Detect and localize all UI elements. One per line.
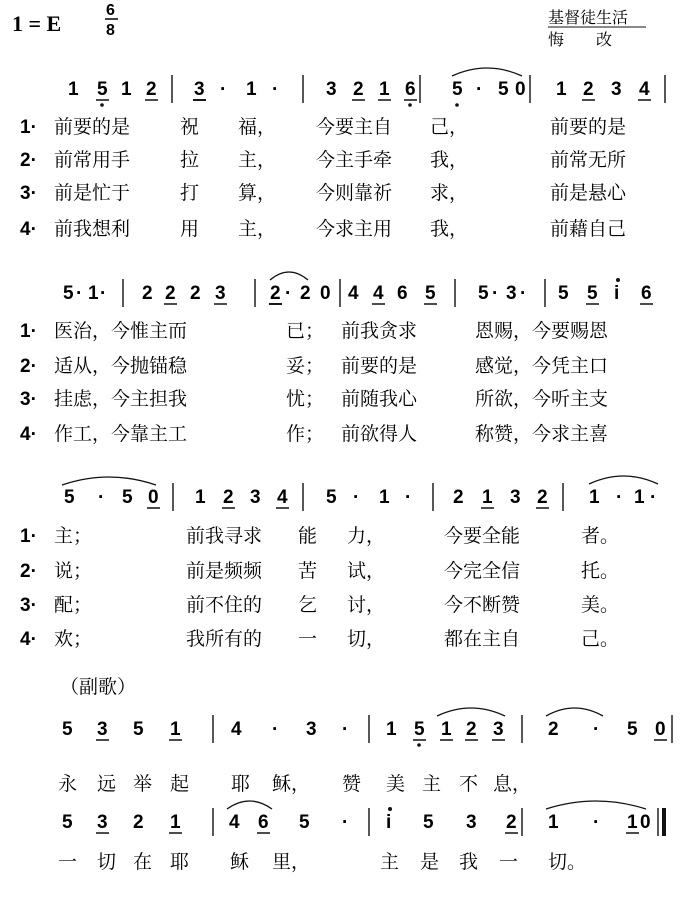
lyric-char: 起: [170, 773, 190, 795]
lyric-char: 赞: [342, 773, 362, 795]
note: 5: [425, 283, 436, 304]
lyric-char: 远: [97, 773, 117, 795]
lyric-segment: 我，: [430, 149, 469, 171]
note: 2: [223, 487, 234, 508]
note: 3: [306, 719, 317, 740]
note: ·: [405, 487, 412, 508]
verse-number: 1·: [20, 526, 37, 547]
lyric-segment: 力，: [347, 525, 386, 547]
lyric-segment: 医治，今惟主而: [54, 320, 188, 342]
note: 1: [634, 487, 645, 508]
note: ·: [100, 283, 107, 304]
note: 1: [170, 719, 181, 740]
lyric-segment: 切，: [347, 628, 386, 650]
verse-number: 4·: [20, 629, 37, 650]
lyric-segment: 前是忙于: [54, 182, 131, 204]
lyric-segment: 前不住的: [186, 594, 263, 616]
note: 1: [482, 487, 493, 508]
high-octave-dot: [616, 278, 620, 282]
lyric-segment: 前要的是: [341, 355, 418, 377]
low-octave-dot: [408, 103, 412, 107]
lyric-segment: 前是悬心: [550, 182, 627, 204]
lyric-segment: 今求主用: [316, 218, 393, 240]
lyric-segment: 称赞，今求主喜: [475, 423, 609, 445]
note: 5: [414, 719, 425, 740]
note: 2: [146, 79, 157, 100]
note: 3: [326, 79, 337, 100]
note: 2: [190, 283, 201, 304]
lyric-segment: 我，: [430, 218, 469, 240]
lyric-segment: 已；: [286, 320, 325, 342]
note: 0: [655, 719, 666, 740]
note: 5: [62, 812, 73, 833]
note: 1: [386, 719, 397, 740]
lyric-segment: 今主手牵: [316, 149, 393, 171]
note: ·: [616, 487, 623, 508]
lyric-segment: 前常无所: [550, 149, 627, 171]
note: 3: [611, 79, 622, 100]
lyric-segment: 前我想利: [54, 218, 131, 240]
lyric-segment: 恩赐，今要赐恩: [475, 320, 609, 342]
note: 1: [379, 79, 390, 100]
lyric-segment: 美。: [581, 594, 620, 616]
note: 4: [639, 79, 650, 100]
lyric-char: 稣: [230, 851, 250, 873]
note: 2: [165, 283, 176, 304]
notation-area: [20, 68, 672, 873]
note: 2: [142, 283, 153, 304]
meter-bottom: 8: [106, 22, 115, 39]
lyric-segment: 配；: [54, 594, 93, 616]
lyric-segment: 前藉自己: [550, 218, 627, 240]
note: 5: [97, 79, 108, 100]
note: 1: [441, 719, 452, 740]
note: 0: [640, 812, 651, 833]
lyric-segment: 者。: [581, 525, 620, 547]
lyric-segment: 能: [298, 525, 318, 547]
lyric-segment: 前要的是: [54, 116, 131, 138]
lyric-segment: 己，: [430, 116, 469, 138]
note: 1: [589, 487, 600, 508]
lyric-char: 主: [380, 851, 400, 873]
note: ·: [342, 812, 349, 833]
note: 5: [62, 719, 73, 740]
low-octave-dot: [100, 103, 104, 107]
verse-number: 3·: [20, 389, 37, 410]
note: 0: [320, 283, 331, 304]
meter-top: 6: [106, 2, 115, 19]
lyric-segment: 前我贪求: [341, 320, 418, 342]
lyric-char: 耶: [231, 773, 251, 795]
note: ·: [220, 79, 227, 100]
lyric-segment: 算，: [238, 182, 277, 204]
lyric-char: 永: [58, 773, 78, 795]
final-barline-thick: [662, 808, 666, 836]
lyric-segment: 主；: [54, 525, 93, 547]
slur: [270, 272, 308, 280]
lyric-segment: 挂虑，今主担我: [54, 388, 188, 410]
note: 5: [326, 487, 337, 508]
note: 5: [64, 487, 75, 508]
lyric-segment: 今要全能: [444, 525, 521, 547]
lyric-char: 不: [459, 773, 479, 795]
note: 5: [299, 812, 310, 833]
note: 3: [250, 487, 261, 508]
lyric-segment: 打: [180, 182, 200, 204]
lyric-segment: 福，: [238, 116, 277, 138]
note: ·: [76, 283, 83, 304]
verse-number: 4·: [20, 424, 37, 445]
verse-number: 2·: [20, 561, 37, 582]
note: 2: [270, 283, 281, 304]
lyric-segment: 作；: [286, 423, 325, 445]
lyric-segment: 作工，今靠主工: [54, 423, 188, 445]
note: 4: [231, 719, 242, 740]
note: ·: [650, 487, 657, 508]
note: 6: [397, 283, 408, 304]
lyric-segment: 都在主自: [444, 628, 521, 650]
note: 2: [353, 79, 364, 100]
lyric-segment: 前常用手: [54, 149, 131, 171]
slur: [227, 801, 272, 809]
note: 2: [583, 79, 594, 100]
note: 2: [133, 812, 144, 833]
note: 3: [194, 79, 205, 100]
lyric-segment: 欢；: [54, 628, 93, 650]
source-credit: 基督徒生活: [548, 8, 629, 27]
lyric-char: 切。: [548, 851, 587, 873]
lyric-segment: 拉: [180, 149, 200, 171]
note: 4: [229, 812, 240, 833]
lyric-segment: 己。: [581, 628, 620, 650]
note: 3: [466, 812, 477, 833]
note: 1: [170, 812, 181, 833]
verse-number: 1·: [20, 321, 37, 342]
note: 5: [133, 719, 144, 740]
lyric-segment: 前欲得人: [341, 423, 418, 445]
verse-number: 3·: [20, 183, 37, 204]
lyric-segment: 用: [180, 218, 200, 240]
slur: [546, 708, 603, 716]
note: ·: [353, 487, 360, 508]
lyric-segment: 忧；: [286, 388, 325, 410]
note: 2: [548, 719, 559, 740]
note: 2: [300, 283, 311, 304]
lyric-segment: 今则靠祈: [316, 182, 393, 204]
lyric-segment: 乞: [298, 594, 318, 616]
lyric-segment: 主，: [238, 149, 277, 171]
lyric-segment: 主，: [238, 218, 277, 240]
lyric-segment: 我所有的: [186, 628, 263, 650]
lyric-char: 耶: [170, 851, 190, 873]
high-octave-dot: [388, 807, 392, 811]
verse-number: 2·: [20, 150, 37, 171]
note: 6: [641, 283, 652, 304]
note: 2: [466, 719, 477, 740]
lyric-segment: 感觉，今凭主口: [475, 355, 609, 377]
note: 3: [97, 719, 108, 740]
note: 2: [453, 487, 464, 508]
low-octave-dot: [417, 743, 421, 747]
note: 1: [548, 812, 559, 833]
note: 5: [498, 79, 509, 100]
lyric-segment: 前要的是: [550, 116, 627, 138]
lyric-segment: 今要主自: [316, 116, 393, 138]
slur: [546, 801, 646, 809]
lyric-char: 切: [97, 851, 117, 873]
lyric-char: 稣，: [272, 773, 311, 795]
note: ·: [342, 719, 349, 740]
lyric-segment: 妥；: [286, 355, 325, 377]
lyric-segment: 前随我心: [341, 388, 418, 410]
verse-number: 1·: [20, 117, 37, 138]
lyric-segment: 说；: [54, 560, 93, 582]
note: 1: [195, 487, 206, 508]
lyric-segment: 祝: [180, 116, 200, 138]
lyric-segment: 托。: [581, 560, 620, 582]
note: 5: [122, 487, 133, 508]
note: i: [614, 283, 620, 304]
note: ·: [272, 79, 279, 100]
note: 2: [506, 812, 517, 833]
lyric-segment: 苦: [298, 560, 318, 582]
verse-number: 3·: [20, 595, 37, 616]
note: i: [386, 812, 392, 833]
low-octave-dot: [455, 103, 459, 107]
note: 1: [68, 79, 79, 100]
lyric-char: 一: [58, 851, 78, 873]
note: 0: [148, 487, 159, 508]
note: 3: [493, 719, 504, 740]
note: 6: [258, 812, 269, 833]
note: ·: [492, 283, 499, 304]
slur: [452, 68, 522, 76]
lyric-segment: 试，: [347, 560, 386, 582]
note: ·: [98, 487, 105, 508]
lyric-char: 在: [133, 851, 153, 873]
slur: [62, 477, 156, 485]
note: 1: [121, 79, 132, 100]
lyric-char: 主: [422, 773, 442, 795]
note: 5: [63, 283, 74, 304]
note: 3: [506, 283, 517, 304]
note: 1: [88, 283, 99, 304]
lyric-segment: 前是频频: [186, 560, 263, 582]
lyric-char: 里，: [272, 851, 311, 873]
key-signature: 1 = E: [12, 11, 62, 36]
note: 5: [423, 812, 434, 833]
note: 1: [627, 812, 638, 833]
note: 1: [556, 79, 567, 100]
lyric-segment: 今不断赞: [444, 594, 521, 616]
lyric-char: 一: [499, 851, 519, 873]
arranger-credit: 悔 改: [548, 30, 613, 49]
slur: [589, 476, 658, 484]
note: 0: [515, 79, 526, 100]
lyric-segment: 今完全信: [444, 560, 521, 582]
lyric-segment: 所欲，今听主支: [475, 388, 609, 410]
note: 4: [277, 487, 288, 508]
note: 4: [373, 283, 384, 304]
note: ·: [285, 283, 292, 304]
verse-number: 4·: [20, 219, 37, 240]
lyric-char: 美: [386, 773, 406, 795]
note: 1: [246, 79, 257, 100]
note: 2: [537, 487, 548, 508]
note: 3: [510, 487, 521, 508]
lyric-char: 息，: [493, 773, 532, 795]
note: 6: [405, 79, 416, 100]
note: ·: [593, 719, 600, 740]
note: ·: [272, 719, 279, 740]
note: 5: [452, 79, 463, 100]
lyric-segment: 一: [298, 628, 318, 650]
lyric-segment: 前我寻求: [186, 525, 263, 547]
chorus-label: （副歌）: [60, 676, 137, 698]
note: 3: [97, 812, 108, 833]
lyric-segment: 适从，今抛锚稳: [54, 355, 188, 377]
note: 3: [215, 283, 226, 304]
lyric-char: 我: [459, 851, 479, 873]
lyric-char: 举: [133, 773, 153, 795]
note: 5: [587, 283, 598, 304]
slur: [437, 708, 505, 716]
note: ·: [476, 79, 483, 100]
note: 5: [627, 719, 638, 740]
lyric-segment: 讨，: [347, 594, 386, 616]
note: 5: [478, 283, 489, 304]
note: ·: [593, 812, 600, 833]
verse-number: 2·: [20, 356, 37, 377]
note: 1: [379, 487, 390, 508]
note: 4: [348, 283, 359, 304]
note: 5: [558, 283, 569, 304]
note: ·: [520, 283, 527, 304]
lyric-char: 是: [420, 851, 440, 873]
lyric-segment: 求，: [430, 182, 469, 204]
